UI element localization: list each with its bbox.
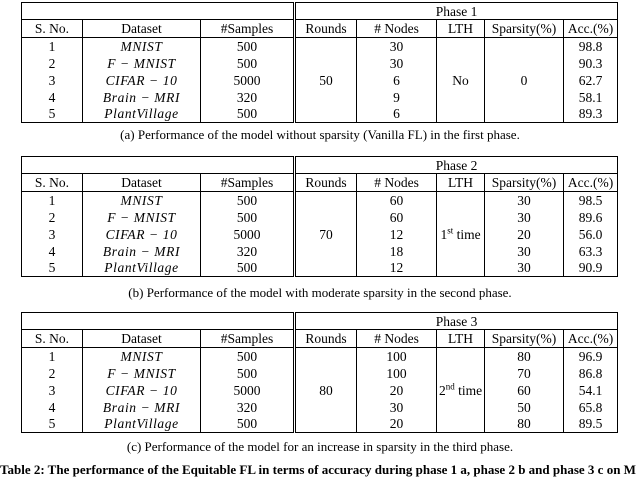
blank-header-cell: [22, 313, 295, 330]
cell-samples: 320: [201, 243, 295, 260]
table-caption: (c) Performance of the model for an increase in sparsity in the third phase.: [126, 439, 514, 454]
cell-sparsity: 0: [485, 38, 564, 123]
cell-acc: 89.6: [564, 209, 618, 226]
cell-sparsity: 80: [485, 416, 564, 433]
cell-samples: 500: [201, 416, 295, 433]
table-caption: (a) Performance of the model without sparsity (Vanilla FL) in the first phase.: [120, 127, 520, 142]
results-table-phase-1: [21, 2, 618, 123]
header-sno: S. No.: [22, 174, 83, 192]
header-rounds: Rounds: [295, 20, 357, 38]
cell-sno: 3: [22, 382, 83, 399]
cell-sno: 1: [22, 38, 83, 55]
cell-dataset: PlantVillage: [83, 106, 201, 123]
cell-lth: No: [437, 38, 485, 123]
cell-samples: 5000: [201, 72, 295, 89]
header-rounds: Rounds: [295, 330, 357, 348]
cell-dataset: CIFAR − 10: [83, 226, 201, 243]
cell-samples: 5000: [201, 226, 295, 243]
lth-ordinal: 1: [440, 226, 448, 242]
header-samples: #Samples: [201, 174, 295, 192]
lth-word: time: [454, 382, 483, 398]
cell-dataset: MNIST: [83, 348, 201, 365]
cell-sparsity: 30: [485, 192, 564, 209]
cell-acc: 56.0: [564, 226, 618, 243]
cell-lth: [437, 348, 485, 433]
cell-lth: [437, 192, 485, 277]
cell-dataset: Brain − MRI: [83, 89, 201, 106]
cell-dataset: PlantVillage: [83, 260, 201, 277]
cell-nodes: 30: [357, 399, 437, 416]
header-dataset: Dataset: [83, 20, 201, 38]
phase-label: Phase 2: [295, 157, 618, 174]
cell-dataset: CIFAR − 10: [83, 72, 201, 89]
cell-sparsity: 30: [485, 209, 564, 226]
header-nodes: # Nodes: [357, 174, 437, 192]
cell-sno: 1: [22, 348, 83, 365]
cell-acc: 63.3: [564, 243, 618, 260]
cell-sparsity: 30: [485, 243, 564, 260]
header-dataset: Dataset: [83, 330, 201, 348]
cell-nodes: 30: [357, 38, 437, 55]
cell-acc: 58.1: [564, 89, 618, 106]
phase-label: Phase 3: [295, 313, 618, 330]
cell-acc: 89.5: [564, 416, 618, 433]
cell-nodes: 12: [357, 226, 437, 243]
header-nodes: # Nodes: [357, 330, 437, 348]
lth-ordinal: 2: [438, 382, 446, 398]
cell-nodes: 60: [357, 209, 437, 226]
cell-samples: 500: [201, 192, 295, 209]
cell-nodes: 18: [357, 243, 437, 260]
header-samples: #Samples: [201, 20, 295, 38]
cell-nodes: 9: [357, 89, 437, 106]
cell-rounds: 80: [295, 348, 357, 433]
header-acc: Acc.(%): [564, 20, 618, 38]
cell-acc: 65.8: [564, 399, 618, 416]
cell-dataset: Brain − MRI: [83, 399, 201, 416]
results-table-phase-2: [21, 156, 618, 277]
header-acc: Acc.(%): [564, 330, 618, 348]
cell-acc: 90.9: [564, 260, 618, 277]
header-sparsity: Sparsity(%): [485, 330, 564, 348]
cell-sparsity: 80: [485, 348, 564, 365]
cell-rounds: 50: [295, 38, 357, 123]
cell-sno: 4: [22, 399, 83, 416]
cell-sno: 2: [22, 365, 83, 382]
blank-header-cell: [22, 157, 295, 174]
header-sparsity: Sparsity(%): [485, 174, 564, 192]
cell-sno: 5: [22, 106, 83, 123]
cell-samples: 500: [201, 260, 295, 277]
table-row: [22, 38, 618, 55]
cell-sno: 4: [22, 243, 83, 260]
phase-label: Phase 1: [295, 3, 618, 20]
header-sno: S. No.: [22, 330, 83, 348]
header-lth: LTH: [437, 20, 485, 38]
header-rounds: Rounds: [295, 174, 357, 192]
header-lth: LTH: [437, 174, 485, 192]
cell-acc: 89.3: [564, 106, 618, 123]
cell-sno: 3: [22, 72, 83, 89]
cell-nodes: 20: [357, 382, 437, 399]
lth-word: time: [453, 226, 481, 242]
cell-nodes: 12: [357, 260, 437, 277]
cell-dataset: Brain − MRI: [83, 243, 201, 260]
cell-sparsity: 20: [485, 226, 564, 243]
cell-sno: 2: [22, 209, 83, 226]
cell-samples: 500: [201, 348, 295, 365]
lth-suffix: nd: [445, 381, 455, 391]
cell-acc: 54.1: [564, 382, 618, 399]
cell-nodes: 6: [357, 106, 437, 123]
cell-dataset: CIFAR − 10: [83, 382, 201, 399]
cell-sparsity: 30: [485, 260, 564, 277]
cell-sparsity: 70: [485, 365, 564, 382]
cell-acc: 62.7: [564, 72, 618, 89]
cell-nodes: 30: [357, 55, 437, 72]
cell-dataset: F − MNIST: [83, 55, 201, 72]
cell-sno: 4: [22, 89, 83, 106]
cell-acc: 86.8: [564, 365, 618, 382]
cell-acc: 96.9: [564, 348, 618, 365]
cell-sno: 2: [22, 55, 83, 72]
cell-samples: 320: [201, 89, 295, 106]
cell-sno: 5: [22, 416, 83, 433]
cell-nodes: 100: [357, 348, 437, 365]
cell-samples: 500: [201, 38, 295, 55]
cell-sparsity: 50: [485, 399, 564, 416]
cell-sparsity: 60: [485, 382, 564, 399]
cell-dataset: F − MNIST: [83, 209, 201, 226]
cell-nodes: 100: [357, 365, 437, 382]
cell-nodes: 20: [357, 416, 437, 433]
blank-header-cell: [22, 3, 295, 20]
header-nodes: # Nodes: [357, 20, 437, 38]
header-lth: LTH: [437, 330, 485, 348]
cell-acc: 90.3: [564, 55, 618, 72]
table-row: [22, 348, 618, 365]
cell-dataset: MNIST: [83, 38, 201, 55]
table-footer-caption: Table 2: The performance of the Equitable FL in terms of accuracy during phase 1 a, phase 2 b and phase 3 c on M: [0, 462, 636, 477]
cell-sno: 3: [22, 226, 83, 243]
cell-dataset: MNIST: [83, 192, 201, 209]
header-dataset: Dataset: [83, 174, 201, 192]
header-samples: #Samples: [201, 330, 295, 348]
cell-dataset: F − MNIST: [83, 365, 201, 382]
cell-dataset: PlantVillage: [83, 416, 201, 433]
lth-suffix: st: [447, 225, 454, 235]
table-caption: (b) Performance of the model with moderate sparsity in the second phase.: [128, 285, 512, 300]
results-table-phase-3: [21, 312, 618, 433]
cell-rounds: 70: [295, 192, 357, 277]
cell-acc: 98.8: [564, 38, 618, 55]
cell-nodes: 6: [357, 72, 437, 89]
cell-sno: 1: [22, 192, 83, 209]
header-acc: Acc.(%): [564, 174, 618, 192]
cell-nodes: 60: [357, 192, 437, 209]
header-sno: S. No.: [22, 20, 83, 38]
cell-samples: 320: [201, 399, 295, 416]
cell-sno: 5: [22, 260, 83, 277]
cell-samples: 500: [201, 209, 295, 226]
table-row: [22, 192, 618, 209]
cell-samples: 500: [201, 365, 295, 382]
cell-samples: 500: [201, 55, 295, 72]
cell-samples: 500: [201, 106, 295, 123]
cell-acc: 98.5: [564, 192, 618, 209]
cell-samples: 5000: [201, 382, 295, 399]
header-sparsity: Sparsity(%): [485, 20, 564, 38]
